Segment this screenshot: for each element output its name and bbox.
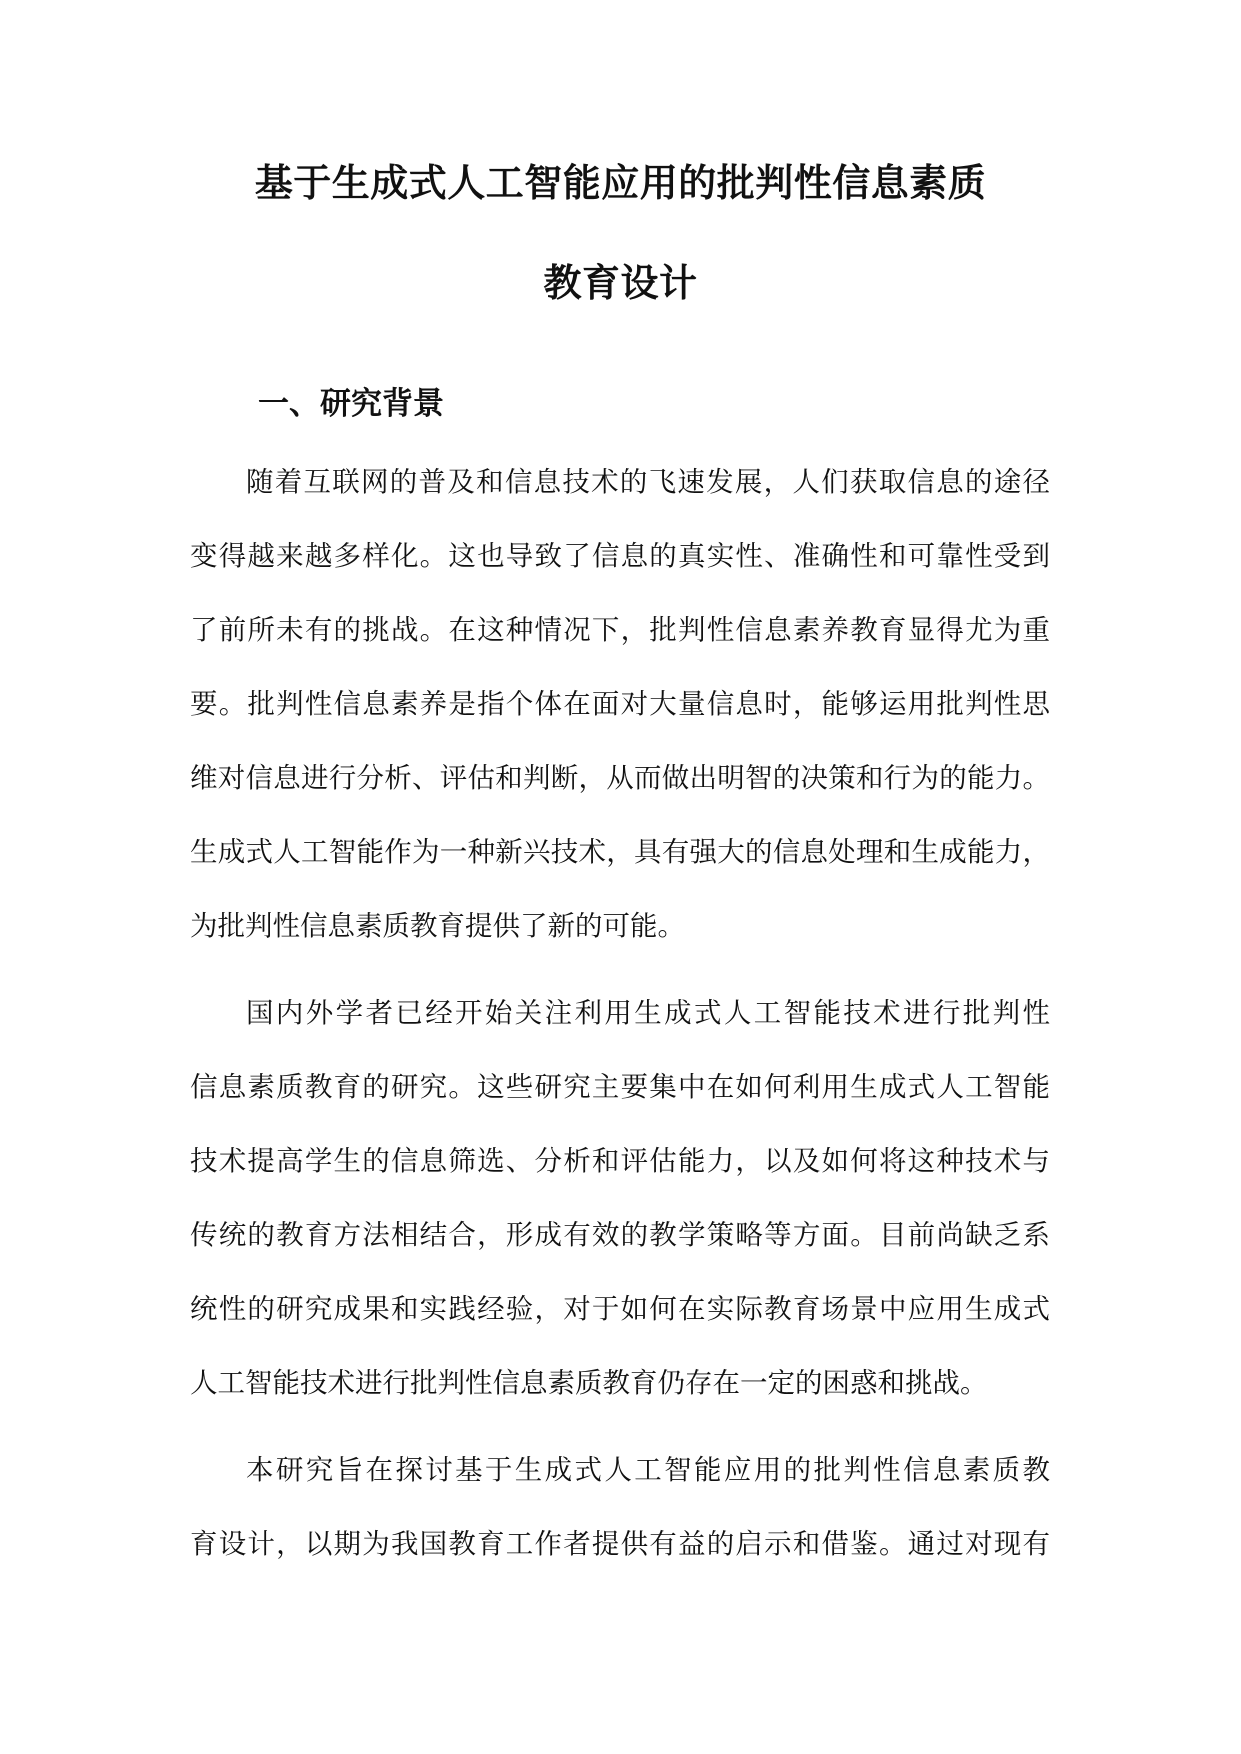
paragraph-1-line-6: 生成式人工智能作为一种新兴技术，具有强大的信息处理和生成能力，	[190, 836, 1050, 868]
paragraph-2-line-6: 人工智能技术进行批判性信息素质教育仍存在一定的困惑和挑战。	[190, 1367, 988, 1399]
paragraph-2-line-2: 信息素质教育的研究。这些研究主要集中在如何利用生成式人工智能	[190, 1071, 1050, 1103]
paragraph-1-line-2: 变得越来越多样化。这也导致了信息的真实性、准确性和可靠性受到	[190, 540, 1050, 572]
paragraph-1-line-3: 了前所未有的挑战。在这种情况下，批判性信息素养教育显得尤为重	[190, 614, 1050, 646]
paragraph-1-line-7: 为批判性信息素质教育提供了新的可能。	[190, 910, 685, 942]
paragraph-1-line-5: 维对信息进行分析、评估和判断，从而做出明智的决策和行为的能力。	[190, 762, 1050, 794]
paragraph-1-line-1: 随着互联网的普及和信息技术的飞速发展，人们获取信息的途径	[246, 466, 1050, 498]
paragraph-2-line-5: 统性的研究成果和实践经验，对于如何在实际教育场景中应用生成式	[190, 1293, 1050, 1325]
paragraph-3-line-2: 育设计，以期为我国教育工作者提供有益的启示和借鉴。通过对现有	[190, 1528, 1050, 1560]
paragraph-1-line-4: 要。批判性信息素养是指个体在面对大量信息时，能够运用批判性思	[190, 688, 1050, 720]
paragraph-2-line-3: 技术提高学生的信息筛选、分析和评估能力，以及如何将这种技术与	[190, 1145, 1050, 1177]
document-title-line-1: 基于生成式人工智能应用的批判性信息素质	[254, 161, 987, 205]
section-heading-research-background: 一、研究背景	[258, 386, 444, 422]
paragraph-2-line-4: 传统的教育方法相结合，形成有效的教学策略等方面。目前尚缺乏系	[190, 1219, 1050, 1251]
paragraph-3-line-1: 本研究旨在探讨基于生成式人工智能应用的批判性信息素质教	[246, 1454, 1050, 1486]
paragraph-2-line-1: 国内外学者已经开始关注利用生成式人工智能技术进行批判性	[246, 997, 1050, 1029]
document-title-line-2: 教育设计	[543, 261, 698, 305]
